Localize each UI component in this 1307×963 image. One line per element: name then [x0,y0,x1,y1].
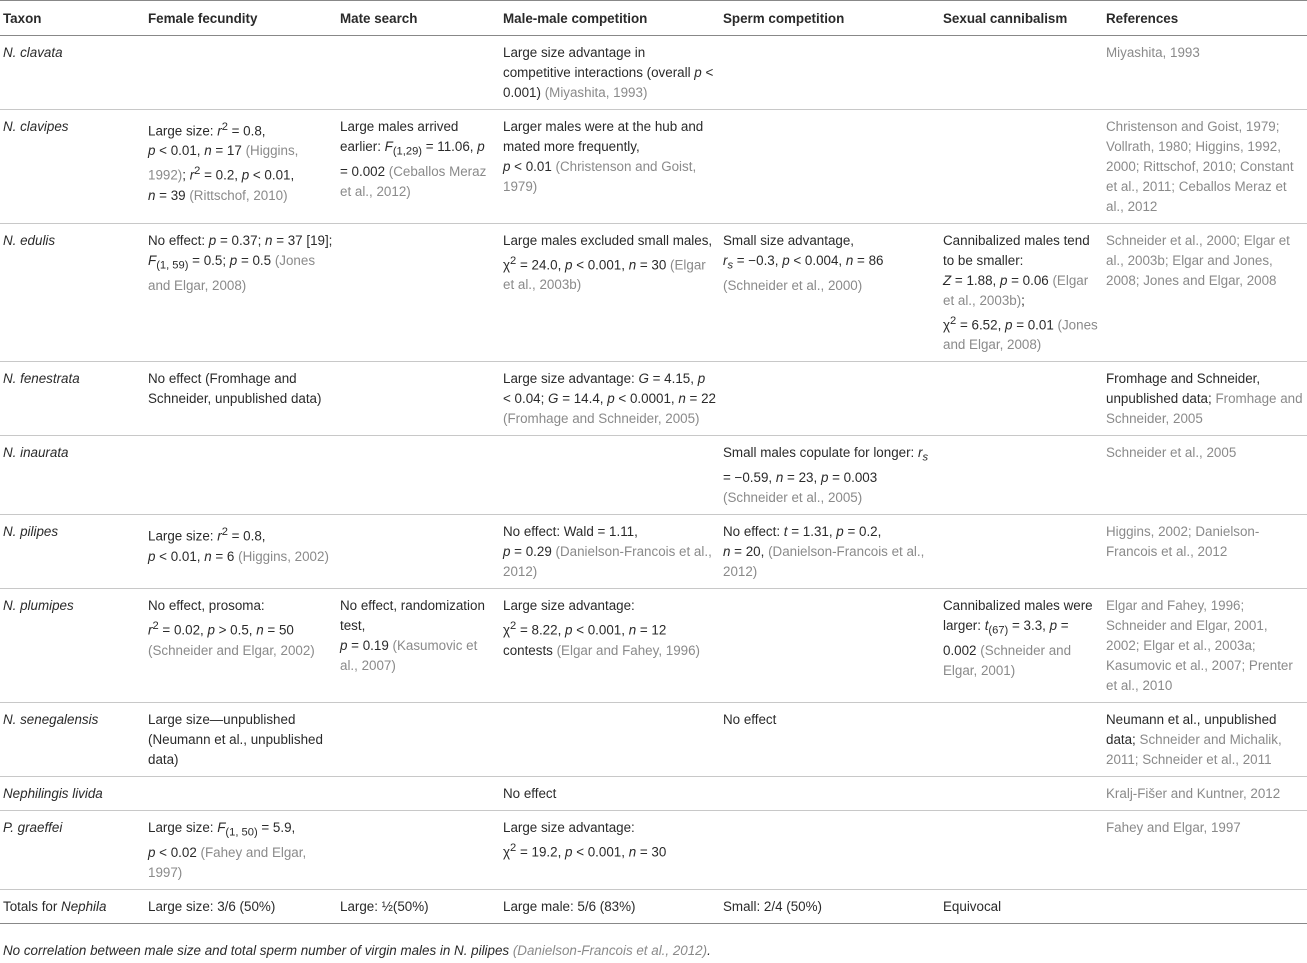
references-cell: Christenson and Goist, 1979; Vollrath, 1980; Higgins, 1992, 2000; Rittschof, 2010; Constant et al., 2011; Ceballos Meraz et al., 2012 [1103,110,1307,224]
header-row [0,1,1307,36]
male-male-competition-cell [500,436,720,515]
table-row [0,777,1307,811]
totals-female-fecundity: Large size: 3/6 (50%) [145,889,337,923]
sexual-cannibalism-cell: Cannibalized males were larger: $t_{(67)} = 3.3$, p = 0.002 (Schneider and Elgar, 2001) [940,589,1103,703]
table-body [0,36,1307,890]
taxon-cell: N. senegalensis [0,703,145,777]
table-row [0,110,1307,224]
totals-mate-search: Large: ½(50%) [337,889,500,923]
totals-label: Totals for Nephila [0,889,145,923]
mate-search-cell [337,36,500,110]
sexual-cannibalism-cell [940,777,1103,811]
sperm-competition-cell: No effect: t = 1.31, p = 0.2, n = 20, (Danielson-Francois et al., 2012) [720,515,940,589]
header-references: References [1103,1,1307,36]
male-male-competition-cell: Larger males were at the hub and mated more frequently, p < 0.01 (Christenson and Goist, 1979) [500,110,720,224]
references-cell: Schneider et al., 2005 [1103,436,1307,515]
female-fecundity-cell: No effect: p = 0.37; n = 37 [19]; $F_{(1, 59)} = 0.5$; p = 0.5 (Jones and Elgar, 2008) [145,224,337,362]
totals-sexual-cannibalism: Equivocal [940,889,1103,923]
table-row [0,362,1307,436]
female-fecundity-cell: Large size—unpublished (Neumann et al., unpublished data) [145,703,337,777]
references-cell: Miyashita, 1993 [1103,36,1307,110]
mate-search-cell [337,362,500,436]
references-cell: Neumann et al., unpublished data; Schneider and Michalik, 2011; Schneider et al., 2011 [1103,703,1307,777]
table-footnote: No correlation between male size and total sperm number of virgin males in N. pilipes (Danielson-Francois et al., 2012). [3,943,711,958]
taxon-cell: Nephilingis livida [0,777,145,811]
female-fecundity-cell: No effect (Fromhage and Schneider, unpublished data) [145,362,337,436]
sperm-competition-cell: Small males copulate for longer: $r_s = -0.59$, n = 23, p = 0.003 (Schneider et al., 2005) [720,436,940,515]
sperm-competition-cell [720,811,940,890]
table-row [0,703,1307,777]
mate-search-cell: Large males arrived earlier: $F_{(1,29)} = 11.06$, p = 0.002 (Ceballos Meraz et al., 2012) [337,110,500,224]
sperm-competition-cell [720,589,940,703]
female-fecundity-cell [145,777,337,811]
taxon-cell: N. fenestrata [0,362,145,436]
table-row [0,589,1307,703]
mate-search-cell [337,436,500,515]
totals-references [1103,889,1307,923]
mate-search-cell [337,703,500,777]
taxon-cell: N. clavipes [0,110,145,224]
sperm-competition-cell [720,36,940,110]
sexual-cannibalism-cell [940,703,1103,777]
sexual-cannibalism-cell [940,436,1103,515]
sperm-competition-cell [720,362,940,436]
mate-search-cell [337,777,500,811]
totals-genus: Nephila [61,898,107,914]
taxon-cell: N. edulis [0,224,145,362]
totals-male-male-competition: Large male: 5/6 (83%) [500,889,720,923]
sperm-competition-cell: Small size advantage, $r_s = -0.3$, p < 0.004, n = 86 (Schneider et al., 2000) [720,224,940,362]
header-sexual-cannibalism: Sexual cannibalism [940,1,1103,36]
sexual-cannibalism-cell [940,36,1103,110]
taxon-cell: P. graeffei [0,811,145,890]
references-cell: Fahey and Elgar, 1997 [1103,811,1307,890]
mate-search-cell [337,515,500,589]
header-sperm-competition: Sperm competition [720,1,940,36]
taxon-cell: N. clavata [0,36,145,110]
female-fecundity-cell: Large size: $r^2 = 0.8$, p < 0.01, n = 17 (Higgins, 1992); $r^2 = 0.2$, p < 0.01, n = 39 (Rittschof, 2010) [145,110,337,224]
table-row [0,436,1307,515]
male-male-competition-cell: Large size advantage: $\chi^2 = 19.2$, p < 0.001, n = 30 [500,811,720,890]
female-fecundity-cell: Large size: $r^2 = 0.8$, p < 0.01, n = 6 (Higgins, 2002) [145,515,337,589]
references-cell: Elgar and Fahey, 1996; Schneider and Elgar, 2001, 2002; Elgar et al., 2003a; Kasumovic et al., 2007; Prenter et al., 2010 [1103,589,1307,703]
sperm-competition-cell [720,777,940,811]
taxon-cell: N. plumipes [0,589,145,703]
totals-sperm-competition: Small: 2/4 (50%) [720,889,940,923]
sperm-competition-cell: No effect [720,703,940,777]
table-row [0,36,1307,110]
references-cell: Fromhage and Schneider, unpublished data; Fromhage and Schneider, 2005 [1103,362,1307,436]
header-male-male-competition: Male-male competition [500,1,720,36]
table-row [0,515,1307,589]
male-male-competition-cell: Large males excluded small males, $\chi^2 = 24.0$, p < 0.001, n = 30 (Elgar et al., 2003b) [500,224,720,362]
references-cell: Kralj-Fišer and Kuntner, 2012 [1103,777,1307,811]
header-taxon: Taxon [0,1,145,36]
table-row [0,224,1307,362]
taxon-cell: N. inaurata [0,436,145,515]
female-fecundity-cell [145,436,337,515]
female-fecundity-cell: No effect, prosoma: $r^2 = 0.02$, p > 0.5, n = 50 (Schneider and Elgar, 2002) [145,589,337,703]
sexual-cannibalism-cell [940,811,1103,890]
mate-search-cell [337,224,500,362]
male-male-competition-cell: Large size advantage in competitive interactions (overall p < 0.001) (Miyashita, 1993) [500,36,720,110]
sexual-cannibalism-cell [940,362,1103,436]
female-fecundity-cell: Large size: $F_{(1, 50)} = 5.9$, p < 0.02 (Fahey and Elgar, 1997) [145,811,337,890]
mate-search-cell [337,811,500,890]
references-cell: Higgins, 2002; Danielson-Francois et al., 2012 [1103,515,1307,589]
table-row [0,811,1307,890]
sexual-cannibalism-cell: Cannibalized males tend to be smaller: Z = 1.88, p = 0.06 (Elgar et al., 2003b); $\chi^2 = 6.52$, p = 0.01 (Jones and Elgar, 2008) [940,224,1103,362]
header-female-fecundity: Female fecundity [145,1,337,36]
taxon-cell: N. pilipes [0,515,145,589]
male-male-competition-cell: No effect: Wald = 1.11, p = 0.29 (Danielson-Francois et al., 2012) [500,515,720,589]
sexual-cannibalism-cell [940,110,1103,224]
male-male-competition-cell: Large size advantage: G = 4.15, p < 0.04; G = 14.4, p < 0.0001, n = 22 (Fromhage and Schneider, 2005) [500,362,720,436]
male-male-competition-cell: No effect [500,777,720,811]
sperm-competition-cell [720,110,940,224]
references-cell: Schneider et al., 2000; Elgar et al., 2003b; Elgar and Jones, 2008; Jones and Elgar, 2008 [1103,224,1307,362]
totals-row [0,889,1307,923]
mate-search-cell: No effect, randomization test, p = 0.19 (Kasumovic et al., 2007) [337,589,500,703]
male-male-competition-cell: Large size advantage: $\chi^2 = 8.22$, p < 0.001, n = 12 contests (Elgar and Fahey, 1996) [500,589,720,703]
header-mate-search: Mate search [337,1,500,36]
female-fecundity-cell [145,36,337,110]
male-male-competition-cell [500,703,720,777]
sexual-cannibalism-cell [940,515,1103,589]
